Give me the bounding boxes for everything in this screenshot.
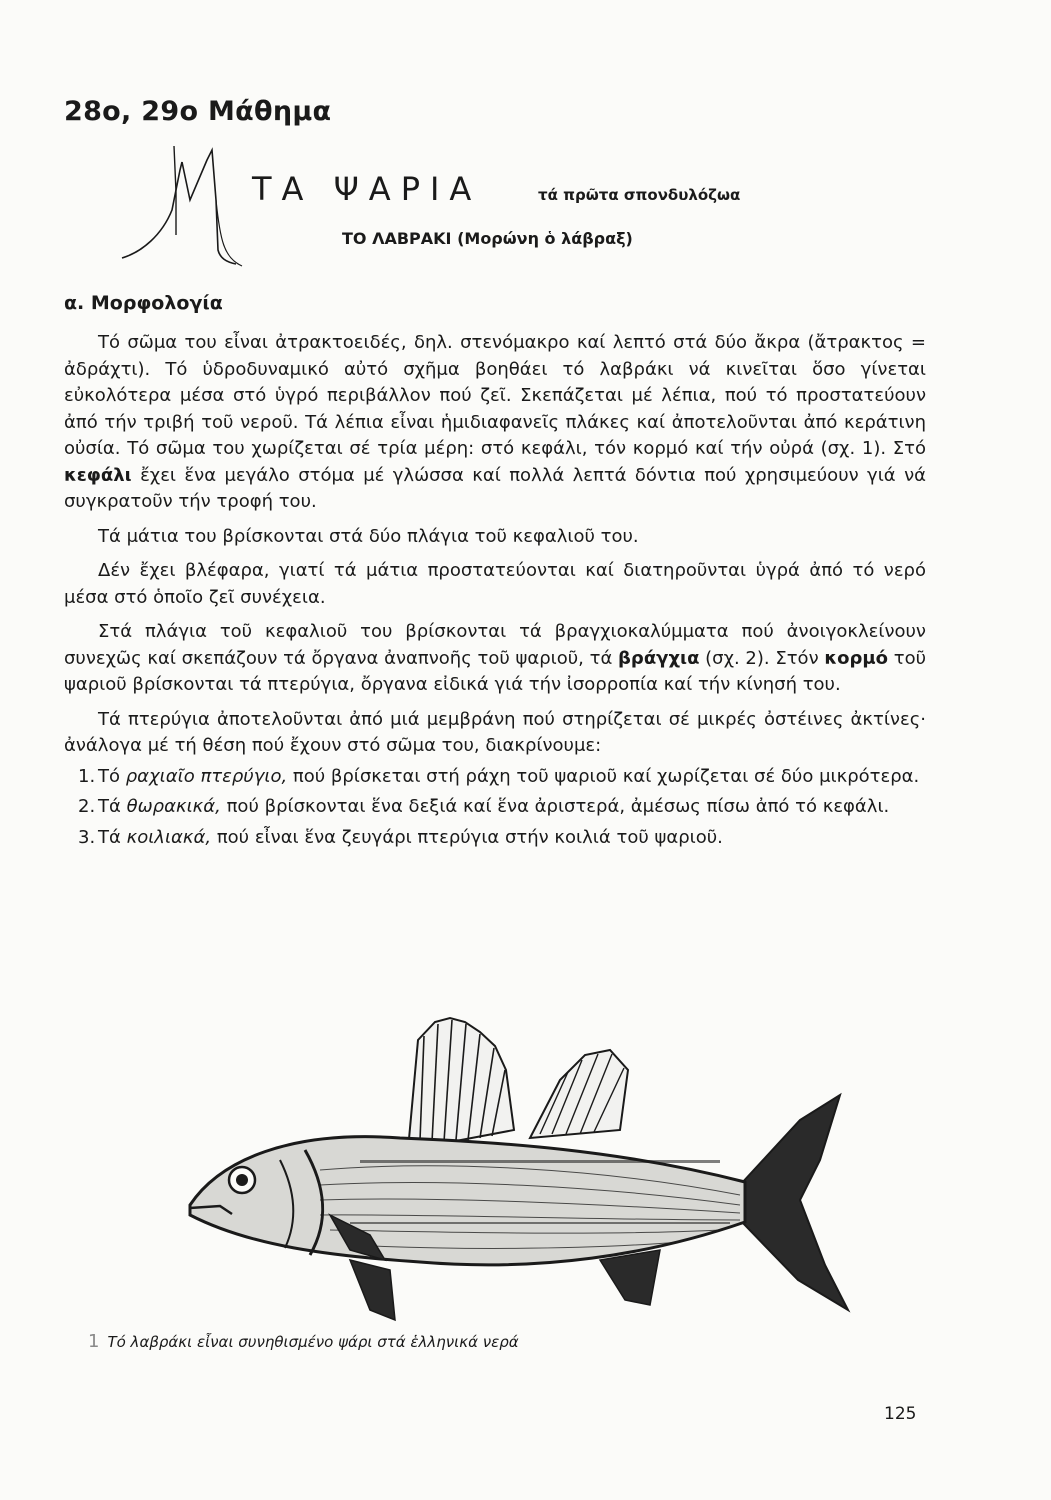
chapter-subtitle: τά πρῶτα σπονδυλόζωα [538,186,741,204]
figure-number: 1 [88,1331,100,1352]
figure-caption: 1 Τό λαβράκι εἶναι συνηθισμένο ψάρι στά ἑλληνικά νερά [88,1331,519,1352]
lesson-title: 28ο, 29ο Μάθημα [64,96,332,127]
list-item: 1. Τό ραχιαῖο πτερύγιο, πού βρίσκεται στή ράχη τοῦ ψαριοῦ καί χωρίζεται σέ δύο μικρότερα. [78,765,920,787]
chapter-title: ΤΑ ΨΑΡΙΑ [252,170,482,208]
anal-fin [600,1250,660,1305]
paragraph-2: Τά μάτια του βρίσκονται στά δύο πλάγια τοῦ κεφαλιοῦ του. [98,525,639,547]
bold-term-head: κεφάλι [64,464,132,486]
tail-fin [740,1095,848,1310]
bold-term-gills: βράγχια [618,647,700,669]
pelvic-fin [350,1260,395,1320]
fish-body [190,1137,745,1265]
topic-heading: ΤΟ ΛΑΒΡΑΚΙ (Μορώνη ὁ λάβραξ) [342,229,633,248]
section-heading: α. Μορφολογία [64,292,223,314]
paragraph-1: Τό σῶμα του εἶναι ἀτρακτοειδές, δηλ. στενόμακρο καί λεπτό στά δύο ἄκρα (ἄτρακτος = ἀδράχτι). Τό ὑδροδυναμικό αὐτό σχῆμα βοηθάει τό λαβράκι νά κινεῖται ὅσο γίνεται εὐκολότερα μέσα στό ὑγρό περιβάλλον πού ζεῖ. Σκεπάζεται μέ λέπια, πού τό προστατεύουν ἀπό τήν τριβή τοῦ νεροῦ. Τά λέπια εἶναι ἡμιδιαφανεῖς πλάκες καί ἀποτελοῦνται ἀπό κεράτινη οὐσία. Τό σῶμα του χωρίζεται σέ τρία μέρη: στό κεφάλι, τόν κορμό καί τήν οὐρά (σχ. 1). Στό κεφάλι ἔχει ἕνα μεγάλο στόμα μέ γλώσσα καί πολλά λεπτά δόντια πού χρησιμεύουν γιά νά συγκρατοῦν τήν τροφή του. [64,332,926,512]
paragraph-3: Δέν ἔχει βλέφαρα, γιατί τά μάτια προστατεύονται καί διατηροῦνται ὑγρά ἀπό τό νερό μέσα στό ὁποῖο ζεῖ συνέχεια. [64,560,926,608]
sea-bass-illustration-icon [180,1010,860,1330]
list-item: 2. Τά θωρακικά, πού βρίσκονται ἕνα δεξιά καί ἕνα ἀριστερά, ἀμέσως πίσω ἀπό τό κεφάλι. [78,796,890,817]
fin-list [64,764,926,852]
body-text [64,330,926,851]
list-item: 3. Τά κοιλιακά, πού εἶναι ἕνα ζευγάρι πτερύγια στήν κοιλιά τοῦ ψαριοῦ. [78,826,723,848]
handwritten-m-drop-cap-icon [112,140,262,270]
page-number: 125 [884,1404,917,1424]
bold-term-trunk: κορμό [824,647,889,669]
paragraph-5: Τά πτερύγια ἀποτελοῦνται ἀπό μιά μεμβράνη πού στηρίζεται σέ μικρές ὀστέινες ἀκτίνες· ἀνάλογα μέ τή θέση πού ἔχουν στό σῶμα του, διακρίνουμε: [64,708,926,756]
paragraph-4: Στά πλάγια τοῦ κεφαλιοῦ του βρίσκονται τά βραγχιοκαλύμματα πού ἀνοιγοκλείνουν συνεχῶς καί σκεπάζουν τά ὄργανα ἀναπνοῆς τοῦ ψαριοῦ, τά βράγχια (σχ. 2). Στόν κορμό τοῦ ψαριοῦ βρίσκονται τά πτερύγια, ὄργανα εἰδικά γιά τήν ἰσορροπία καί τήν κίνησή του. [64,621,927,695]
